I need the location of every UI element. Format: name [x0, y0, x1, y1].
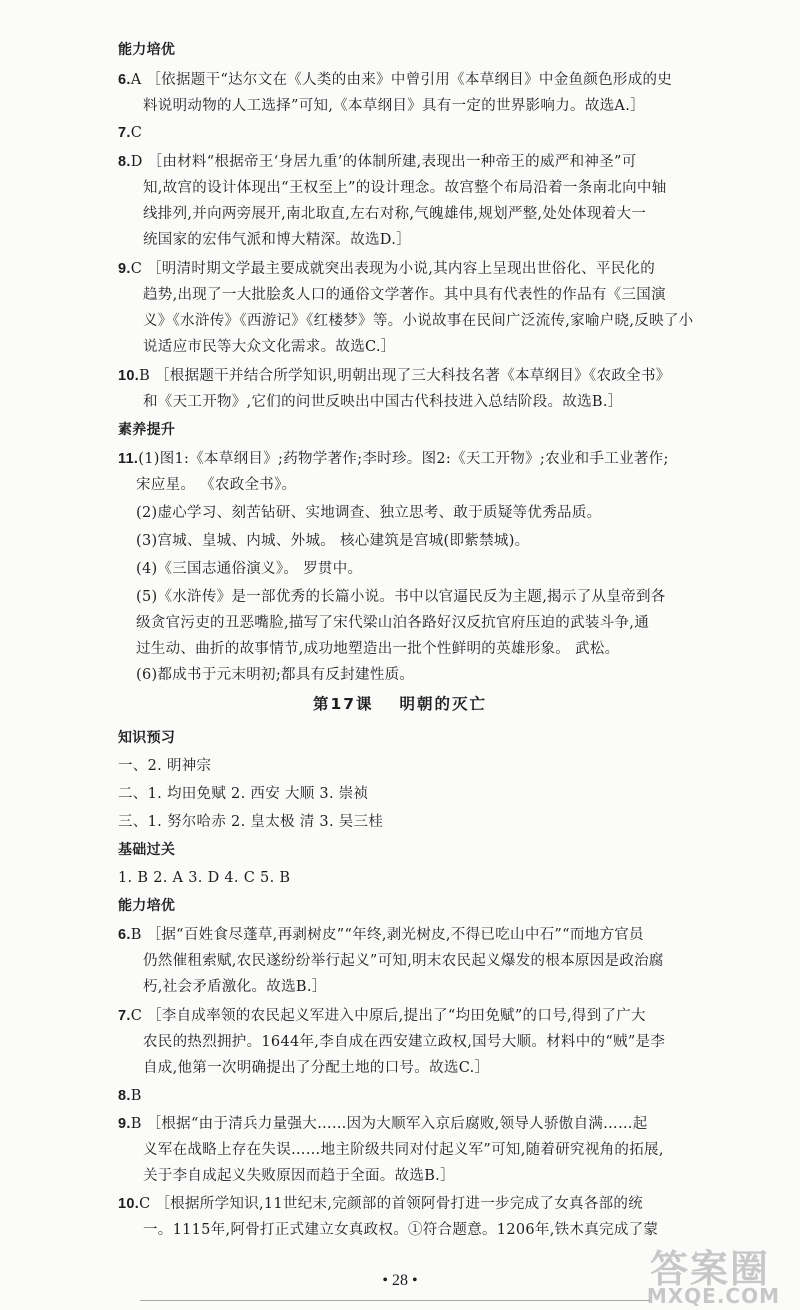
lesson-name: 明朝的灭亡	[399, 695, 488, 713]
lesson-title	[0, 692, 800, 714]
line-text: 能力培优	[118, 898, 176, 914]
line-text: 基础过关	[118, 842, 176, 858]
text-line	[118, 812, 678, 832]
section-heading	[118, 420, 678, 440]
line-text: 知,故宫的设计体现出“王权至上”的设计理念。故宫整个布局沿着一条南北向中轴	[143, 180, 667, 196]
line-text: 一、2. 明神宗	[118, 758, 212, 774]
page-number: • 28 •	[382, 1272, 418, 1289]
text-line	[136, 587, 672, 607]
text-line	[136, 531, 672, 551]
line-text: (1)图1:《本草纲目》;药物学著作;李时珍。图2:《天工开物》;农业和手工业著作;	[138, 451, 669, 467]
question-number: 8.	[118, 154, 131, 170]
text-line	[136, 475, 672, 495]
text-line	[143, 1140, 673, 1160]
text-line	[143, 178, 673, 198]
text-line	[118, 1114, 678, 1134]
line-text: 义》《水浒传》《西游记》《红楼梦》等。小说故事在民间广泛流传,家喻户晓,反映了小	[143, 313, 694, 329]
text-line	[136, 665, 672, 685]
question-number: 9.	[118, 1116, 131, 1132]
line-text: (2)虚心学习、刻苦钻研、实地调查、独立思考、敢于质疑等优秀品质。	[136, 505, 602, 521]
line-text: 过生动、曲折的故事情节,成功地塑造出一批个性鲜明的英雄形象。 武松。	[136, 641, 620, 657]
text-line	[118, 756, 678, 776]
line-text: C ［根据所学知识,11世纪末,完颜部的首领阿骨打进一步完成了女真各部的统	[139, 1196, 644, 1212]
line-text: 能力培优	[118, 42, 176, 58]
line-text: C ［明清时期文学最主要成就突出表现为小说,其内容上呈现出世俗化、平民化的	[130, 261, 656, 277]
text-line	[118, 925, 678, 945]
line-text: 义军在战略上存在失误……地主阶级共同对付起义军”可知,随着研究视角的拓展,	[143, 1142, 664, 1158]
text-line	[143, 951, 673, 971]
line-text: B	[130, 1088, 142, 1104]
text-line	[143, 1032, 673, 1052]
text-line	[143, 392, 673, 412]
text-line	[118, 152, 678, 172]
line-text: 朽,社会矛盾激化。故选B.］	[143, 979, 327, 995]
question-number: 6.	[118, 72, 131, 88]
line-text: 一。1115年,阿骨打正式建立女真政权。①符合题意。1206年,铁木真完成了蒙	[143, 1222, 659, 1238]
section-heading	[118, 728, 678, 748]
line-text: 料说明动物的人工选择”可知,《本草纲目》具有一定的世界影响力。故选A.］	[143, 98, 645, 114]
watermark-top: 答案圈	[649, 1247, 770, 1291]
lesson-number: 第17课	[312, 695, 374, 713]
text-line	[136, 639, 672, 659]
text-line	[118, 784, 678, 804]
line-text: C ［李自成率领的农民起义军进入中原后,提出了“均田免赋”的口号,得到了广大	[130, 1008, 646, 1024]
text-line	[143, 96, 673, 116]
line-text: 知识预习	[118, 730, 176, 746]
line-text: B ［据“百姓食尽蓬草,再剥树皮”“年终,剥光树皮,不得已吃山中石”“而地方官员	[130, 927, 644, 943]
line-text: (5)《水浒传》是一部优秀的长篇小说。书中以官逼民反为主题,揭示了从皇帝到各	[136, 589, 666, 605]
footer-rule	[140, 1300, 650, 1301]
text-line	[118, 1194, 678, 1214]
question-number: 6.	[118, 927, 131, 943]
line-text: B ［根据题干并结合所学知识,明朝出现了三大科技名著《本草纲目》《农政全书》	[139, 368, 671, 384]
text-line	[143, 204, 673, 224]
question-number: 9.	[118, 261, 131, 277]
question-number: 10.	[118, 1196, 140, 1212]
question-number: 10.	[118, 368, 140, 384]
line-text: 说适应市民等大众文化需求。故选C.］	[143, 339, 396, 355]
text-line	[118, 259, 678, 279]
section-heading	[118, 40, 678, 60]
line-text: 级贪官污吏的丑恶嘴脸,描写了宋代梁山泊各路好汉反抗官府压迫的武装斗争,通	[136, 615, 650, 631]
question-number: 7.	[118, 1008, 131, 1024]
line-text: B ［根据“由于清兵力量强大……因为大顺军入京后腐败,领导人骄傲自满……起	[130, 1116, 648, 1132]
question-number: 7.	[118, 125, 131, 141]
section-heading	[118, 896, 678, 916]
line-text: (3)宫城、皇城、内城、外城。 核心建筑是宫城(即紫禁城)。	[136, 533, 530, 549]
line-text: 线排列,并向两旁展开,南北取直,左右对称,气魄雄伟,规划严整,处处体现着大一	[143, 206, 647, 222]
line-text: D ［由材料“根据帝王‘身居九重’的体制所建,表现出一种帝王的威严和神圣”可	[130, 154, 637, 170]
line-text: 自成,他第一次明确提出了分配土地的口号。故选C.］	[143, 1060, 490, 1076]
text-line	[143, 1220, 673, 1240]
text-line	[118, 123, 678, 143]
line-text: 趋势,出现了一大批脍炙人口的通俗文学著作。其中具有代表性的作品有《三国演	[143, 287, 666, 303]
text-line	[143, 1058, 673, 1078]
question-number: 8.	[118, 1088, 131, 1104]
line-text: 1. B 2. A 3. D 4. C 5. B	[118, 870, 291, 886]
text-line	[143, 1166, 673, 1186]
line-text: 统国家的宏伟气派和博大精深。故选D.］	[143, 232, 411, 248]
text-line	[136, 613, 672, 633]
text-line	[118, 366, 678, 386]
line-text: 三、1. 努尔哈赤 2. 皇太极 清 3. 吴三桂	[118, 814, 384, 830]
watermark-bottom: MXQE.COM	[646, 1284, 780, 1308]
section-heading	[118, 840, 678, 860]
text-line	[136, 559, 672, 579]
text-line	[118, 868, 678, 888]
text-line	[143, 285, 673, 305]
text-line	[143, 311, 694, 331]
text-line	[143, 977, 673, 997]
text-line	[118, 1086, 678, 1106]
text-line	[136, 503, 672, 523]
line-text: 二、1. 均田免赋 2. 西安 大顺 3. 崇祯	[118, 786, 369, 802]
line-text: 农民的热烈拥护。1644年,李自成在西安建立政权,国号大顺。材料中的“贼”是李	[143, 1034, 666, 1050]
text-line	[143, 337, 673, 357]
text-line	[118, 70, 678, 90]
text-line	[143, 230, 673, 250]
line-text: C	[130, 125, 143, 141]
text-line	[118, 1006, 678, 1026]
line-text: 仍然催租索赋,农民遂纷纷举行起义”可知,明末农民起义爆发的根本原因是政治腐	[143, 953, 664, 969]
line-text: A ［依据题干“达尔文在《人类的由来》中曾引用《本草纲目》中金鱼颜色形成的史	[130, 72, 673, 88]
text-line	[118, 449, 678, 469]
line-text: 关于李自成起义失败原因而趋于全面。故选B.］	[143, 1168, 455, 1184]
line-text: (6)都成书于元末明初;都具有反封建性质。	[136, 667, 415, 683]
question-number: 11.	[118, 451, 139, 467]
line-text: 宋应星。 《农政全书》。	[136, 477, 297, 493]
line-text: 素养提升	[118, 422, 176, 438]
line-text: 和《天工开物》,它们的问世反映出中国古代科技进入总结阶段。故选B.］	[143, 394, 623, 410]
line-text: (4)《三国志通俗演义》。 罗贯中。	[136, 561, 363, 577]
